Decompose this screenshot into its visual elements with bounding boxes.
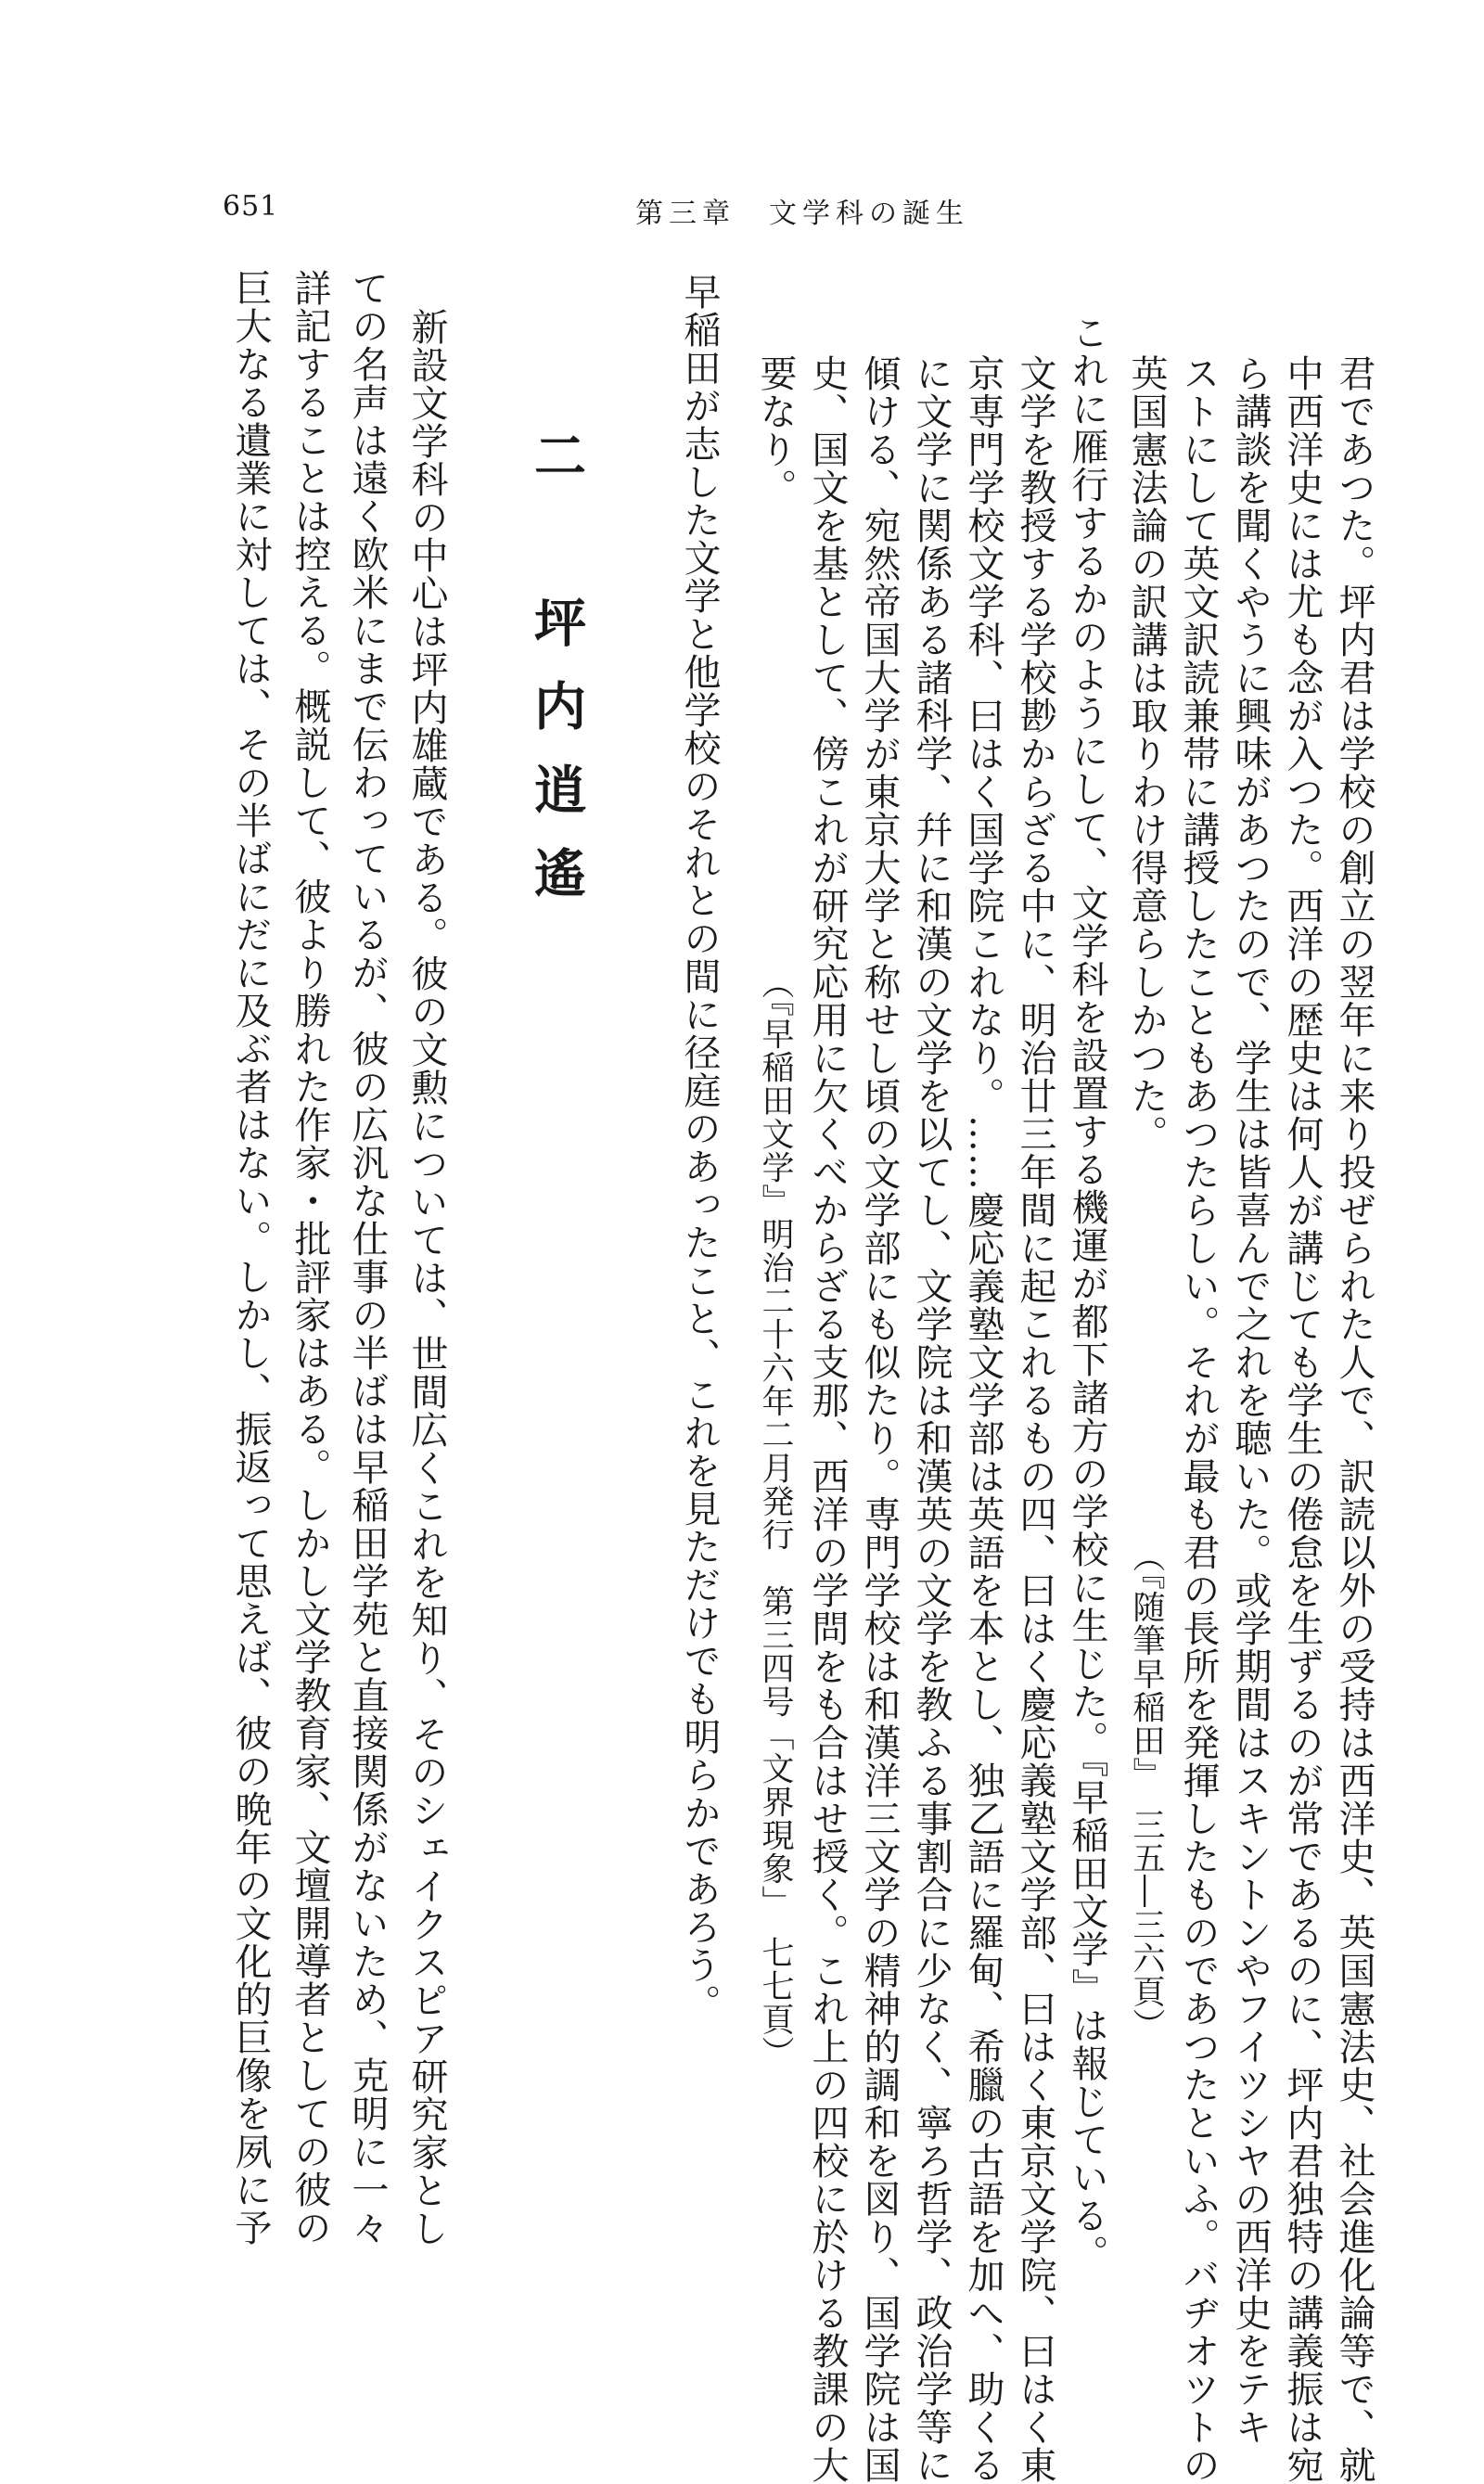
quote-line: 文学を教授する学校尠からざる中に、明治廿三年間に起これるもの四、曰はく慶応義塾文学部、曰はく東京文学院、曰はく東: [1014, 354, 1056, 2484]
quote-line: 史、国文を基として、傍これが研究応用に欠くべからざる支那、西洋の学問をも合はせ授く。これ上の四校に於ける教課の大: [806, 354, 849, 2484]
quote-line: 京専門学校文学科、曰はく国学院これなり。……慶応義塾文学部は英語を本とし、独乙語に羅甸、希臘の古語を加へ、助くる: [962, 354, 1004, 2484]
quote-line: 君であつた。坪内君は学校の創立の翌年に来り投ぜられた人で、訳読以外の受持は西洋史、英国憲法史、社会進化論等で、就: [1333, 354, 1375, 2484]
quote-line: 中西洋史には尤も念が入つた。西洋の歴史は何人が講じても学生の倦怠を生ずるのが常であるのに、坪内君独特の講義振は宛: [1281, 354, 1324, 2484]
citation: （『早稲田文学』明治二十六年二月発行 第三四号「文界現象」 七七頁）: [757, 967, 794, 2069]
citation: （『随筆早稲田』 三五―三六頁）: [1128, 1540, 1165, 2042]
paragraph: 早稲田が志した文学と他学校のそれとの間に径庭のあったこと、これを見ただけでも明らかであろう。: [678, 273, 721, 2022]
quote-line: 英国憲法論の訳講は取りわけ得意らしかつた。: [1125, 354, 1168, 1153]
body-line: ての名声は遠く欧米にまで伝わっているが、彼の広汎な仕事の半ばは早稲田学苑と直接関係がないため、克明に一々: [346, 269, 389, 2247]
section-title: 二 坪内逍遙: [526, 429, 587, 929]
running-header: 第三章 文学科の誕生: [635, 198, 969, 230]
quote-line: 要なり。: [754, 354, 797, 506]
quote-line: に文学に関係ある諸科学、幷に和漢の文学を以てし、文学院は和漢英の文学を教ふる事割合に少なく、寧ろ哲学、政治学等に: [910, 354, 953, 2484]
quote-line: ら講談を聞くやうに興味があつたので、学生は皆喜んで之れを聴いた。或学期間はスキントンやフイツシヤの西洋史をテキ: [1229, 354, 1272, 2446]
quote-line: 傾ける、宛然帝国大学が東京大学と称せし頃の文学部にも似たり。専門学校は和漢洋三文学の精神的調和を図り、国学院は国: [858, 354, 901, 2484]
body-line: 新設文学科の中心は坪内雄蔵である。彼の文勲については、世間広くこれを知り、そのシェイクスピア研究家とし: [405, 308, 448, 2247]
body-line: 巨大なる遺業に対しては、その半ばにだに及ぶ者はない。しかし、振返って思えば、彼の晩年の文化的巨像を夙に予: [229, 269, 272, 2247]
quote-line: ストにして英文訳読兼帯に講授したこともあつたらしい。それが最も君の長所を発揮したものであつたといふ。バヂオツトの: [1177, 354, 1220, 2484]
body-line: 詳記することは控える。概説して、彼より勝れた作家・批評家はある。しかし文学教育家、文壇開導者としての彼の: [288, 269, 331, 2247]
page-number: 651: [223, 190, 279, 223]
paragraph: これに雁行するかのようにして、文学科を設置する機運が都下諸方の学校に生じた。『早稲田文学』は報じている。: [1066, 314, 1108, 2273]
